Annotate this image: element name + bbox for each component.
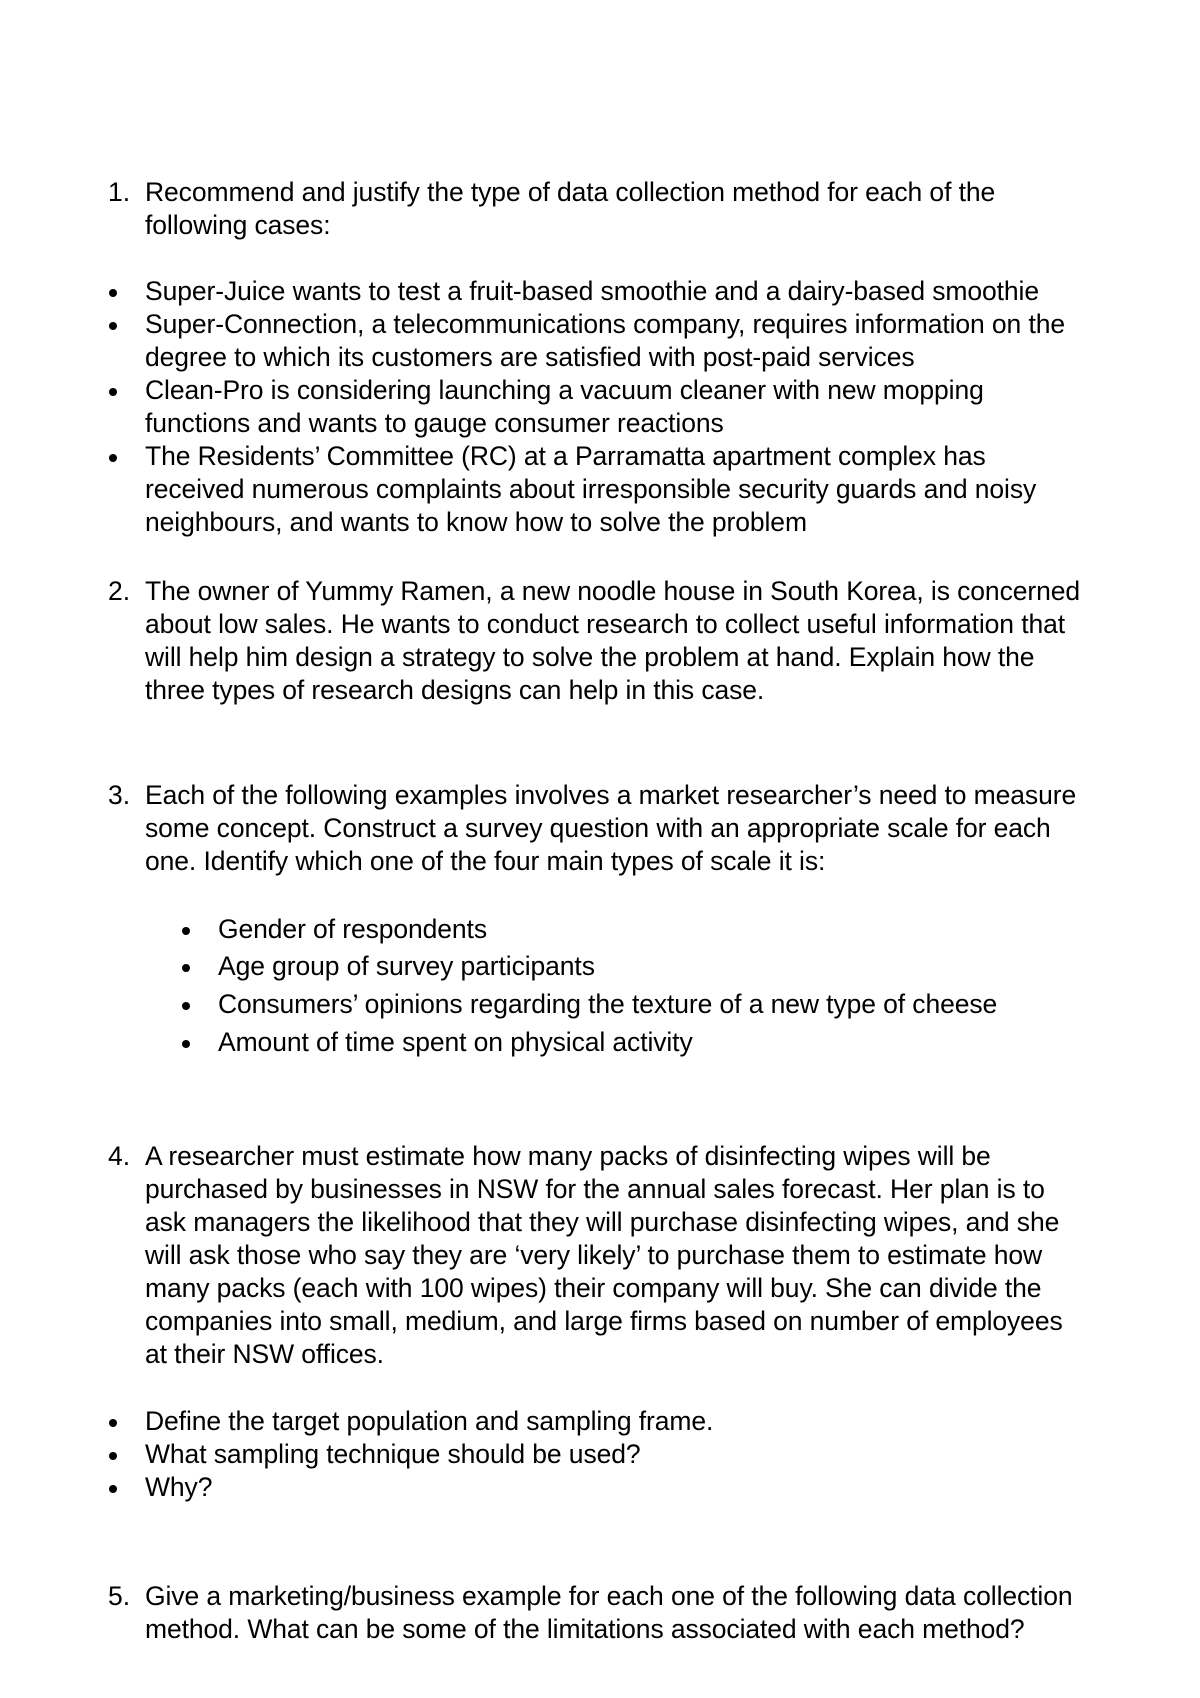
q4-text-line-1: A researcher must estimate how many packs of disinfecting wipes will be (145, 1141, 991, 1171)
q1-bullet-2-line-1: Super-Connection, a telecommunications company, requires information on the (145, 309, 1066, 339)
q4-text-line-3: ask managers the likelihood that they will purchase disinfecting wipes, and she (145, 1207, 1060, 1237)
q5-number: 5. (108, 1581, 131, 1611)
q4-text-line-5: many packs (each with 100 wipes) their company will buy. She can divide the (145, 1273, 1042, 1303)
q1-text-line-2: following cases: (145, 210, 331, 240)
bullet-icon (109, 1419, 117, 1427)
q4-bullet-2: What sampling technique should be used? (145, 1439, 641, 1469)
q1-text-line-1: Recommend and justify the type of data collection method for each of the (145, 177, 996, 207)
q1-bullet-3-line-2: functions and wants to gauge consumer reactions (145, 408, 724, 438)
q4-text-line-6: companies into small, medium, and large firms based on number of employees (145, 1306, 1063, 1336)
q4-number: 4. (108, 1141, 131, 1171)
q3-text-line-2: some concept. Construct a survey question with an appropriate scale for each (145, 813, 1051, 843)
bullet-icon (109, 1452, 117, 1460)
q1-bullet-4-line-2: received numerous complaints about irresponsible security guards and noisy (145, 474, 1037, 504)
q2-text-line-1: The owner of Yummy Ramen, a new noodle house in South Korea, is concerned (145, 576, 1080, 606)
q1-bullet-2-line-2: degree to which its customers are satisfied with post-paid services (145, 342, 915, 372)
q3-number: 3. (108, 780, 131, 810)
q4-bullet-1: Define the target population and sampling frame. (145, 1406, 714, 1436)
q1-bullet-1-line-1: Super-Juice wants to test a fruit-based smoothie and a dairy-based smoothie (145, 276, 1039, 306)
q5-text-line-1: Give a marketing/business example for each one of the following data collection (145, 1581, 1073, 1611)
bullet-icon (182, 1040, 190, 1048)
bullet-icon (109, 388, 117, 396)
bullet-icon (109, 322, 117, 330)
q3-bullet-3: Consumers’ opinions regarding the texture of a new type of cheese (218, 989, 998, 1019)
bullet-icon (109, 454, 117, 462)
q4-text-line-7: at their NSW offices. (145, 1339, 384, 1369)
q1-bullet-4-line-3: neighbours, and wants to know how to solve the problem (145, 507, 807, 537)
q3-bullet-2: Age group of survey participants (218, 951, 595, 981)
q1-number: 1. (108, 177, 131, 207)
bullet-icon (109, 1485, 117, 1493)
q2-text-line-2: about low sales. He wants to conduct research to collect useful information that (145, 609, 1065, 639)
bullet-icon (182, 927, 190, 935)
bullet-icon (182, 964, 190, 972)
q3-bullet-4: Amount of time spent on physical activity (218, 1027, 693, 1057)
bullet-icon (182, 1002, 190, 1010)
q4-bullet-3: Why? (145, 1472, 213, 1502)
q4-text-line-4: will ask those who say they are ‘very likely’ to purchase them to estimate how (145, 1240, 1043, 1270)
q3-text-line-3: one. Identify which one of the four main types of scale it is: (145, 846, 826, 876)
q5-text-line-2: method. What can be some of the limitations associated with each method? (145, 1614, 1025, 1644)
q4-text-line-2: purchased by businesses in NSW for the annual sales forecast. Her plan is to (145, 1174, 1045, 1204)
q2-number: 2. (108, 576, 131, 606)
bullet-icon (109, 289, 117, 297)
q1-bullet-3-line-1: Clean-Pro is considering launching a vacuum cleaner with new mopping (145, 375, 984, 405)
q3-text-line-1: Each of the following examples involves a market researcher’s need to measure (145, 780, 1077, 810)
q1-bullet-4-line-1: The Residents’ Committee (RC) at a Parramatta apartment complex has (145, 441, 986, 471)
q3-bullet-1: Gender of respondents (218, 914, 487, 944)
q2-text-line-3: will help him design a strategy to solve the problem at hand. Explain how the (145, 642, 1035, 672)
q2-text-line-4: three types of research designs can help in this case. (145, 675, 765, 705)
